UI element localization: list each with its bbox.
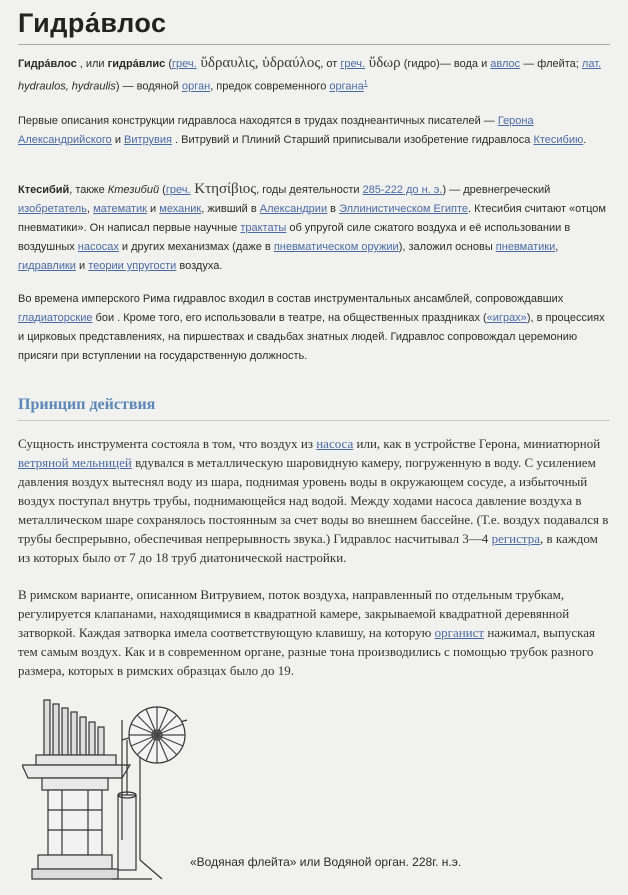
roman-variant-paragraph xyxy=(18,585,612,680)
link-treatises[interactable]: трактаты xyxy=(240,222,287,234)
text: бои . Кроме того, его использовали в театре, на общественных праздниках ( xyxy=(92,312,487,324)
title-divider xyxy=(18,44,610,45)
text: об упругой силе сжатого воздуха и её использовании в воздушных xyxy=(18,222,571,253)
link-registers[interactable]: регистра xyxy=(491,531,541,546)
text: , живший в xyxy=(201,203,260,215)
link-avlos[interactable]: авлос xyxy=(490,58,521,70)
greek-word-3: Κτησίβιος xyxy=(190,181,257,197)
link-hydraulics[interactable]: гидравлики xyxy=(18,260,76,272)
text: , годы деятельности xyxy=(256,184,363,196)
text: и xyxy=(147,203,160,215)
text: — флейта; xyxy=(520,58,582,70)
link-vitruvius[interactable]: Витрувия xyxy=(124,134,173,146)
text: В римском варианте, описанном Витрувием, поток воздуха, направленный по отдельным трубкам, регулируется клапанами, находящимися в квадратной камере, закрываемой квадратной деревянной затворкой. Каждая затворка имела соответствующую клавишу, на которую xyxy=(18,587,570,640)
intro-paragraph xyxy=(18,54,612,97)
text: Во времена имперского Рима гидравлос входил в состав инструментальных ансамблей, сопровождавших xyxy=(18,293,564,305)
heading-divider xyxy=(18,420,610,421)
link-greek-3[interactable]: греч. xyxy=(165,184,191,196)
text: . xyxy=(583,134,587,146)
term-hydraulos: Гидра́влос xyxy=(18,58,77,70)
text: ) — древнегреческий xyxy=(442,184,551,196)
text: (гидро)— вода и xyxy=(400,58,491,70)
link-heron[interactable]: Герона Александрийского xyxy=(18,115,534,146)
text: Сущность инструмента состояла в том, что воздух из xyxy=(18,436,317,451)
greek-word-2: ὕδωρ xyxy=(365,55,401,71)
link-greek-2[interactable]: греч. xyxy=(340,58,366,70)
term-ctesibius: Ктесибий xyxy=(18,184,70,196)
link-pump[interactable]: насоса xyxy=(316,436,354,451)
link-organ-modern[interactable]: органа xyxy=(329,80,364,93)
section-heading: Принцип действия xyxy=(18,396,156,413)
text: , также xyxy=(69,184,108,196)
text: воздуха. xyxy=(176,260,223,272)
link-windmill[interactable]: ветряной мельницей xyxy=(18,455,132,470)
text: . Витрувий и Плиний Старший приписывали изобретение гидравлоса xyxy=(172,134,534,146)
text: или, как в устройстве Герона, миниатюрной xyxy=(353,436,601,451)
text: в xyxy=(327,203,340,215)
text: вдувался в металлическую шаровидную камеру, погруженную в воду. С усилением давления воздух вытеснял воду из шара, поднимая уровень воды в окружающем сосуде, а избыточный воздух поступал внутрь трубы, поднимающейся над водой. Между ходами насоса давление воздуха в металлическом шаре сохранялось постоянным за счет воды во внешнем бассейне. (Т.е. воздух подавался в трубы беспрерывно, обеспечивая непрерывность звука.) Гидравлос насчитывал 3—4 xyxy=(18,455,609,546)
text: Первые описания конструкции гидравлоса находятся в трудах позднеантичных писателей — xyxy=(18,115,498,127)
link-pneumatics[interactable]: пневматики xyxy=(495,241,556,253)
illustration-caption: «Водяная флейта» или Водяной орган. 228г. н.э. xyxy=(190,855,462,869)
link-elasticity[interactable]: теории упругости xyxy=(88,260,177,272)
text: ( xyxy=(165,58,173,70)
text: , в каждом из которых было от 7 до 18 труб диатонической настройки. xyxy=(18,531,598,565)
text: , или xyxy=(76,58,108,70)
link-mechanic[interactable]: механик xyxy=(159,203,202,215)
link-greek[interactable]: греч. xyxy=(172,58,197,70)
latin-words: hydraulos, hydraulis xyxy=(18,80,116,93)
alt-name: Ктезибий xyxy=(107,184,160,196)
text: , xyxy=(86,203,94,215)
text: и xyxy=(75,260,89,272)
text: , xyxy=(555,241,559,253)
principle-paragraph xyxy=(18,434,612,567)
link-organ[interactable]: орган xyxy=(181,80,211,93)
link-alexandria[interactable]: Александрии xyxy=(259,203,328,215)
description-paragraph xyxy=(18,112,612,150)
link-egypt[interactable]: Эллинистическом Египте xyxy=(339,203,468,215)
link-pumps[interactable]: насосах xyxy=(77,241,119,253)
page-title: Гидра́влос xyxy=(18,8,167,38)
link-years[interactable]: 285-222 до н. э. xyxy=(362,184,443,196)
link-pneumatic-weapons[interactable]: пневматическом оружии xyxy=(273,241,399,253)
link-inventor[interactable]: изобретатель xyxy=(18,203,87,215)
greek-word: ὕδραυλις, ὑδραύλος xyxy=(196,55,321,71)
link-latin[interactable]: лат. xyxy=(581,58,602,70)
text: ( xyxy=(159,184,166,196)
text: ), заложил основы xyxy=(398,241,496,253)
link-gladiator[interactable]: гладиаторские xyxy=(18,312,93,324)
text: нажимал, выпуская тем самым воздух. Как и в современном органе, разные тона производились с помощью трубок разного размера, которых в римских образцах было до 19. xyxy=(18,625,595,678)
text: , от xyxy=(320,58,341,70)
text: ) — водяной xyxy=(115,80,182,93)
ctesibius-paragraph xyxy=(18,180,612,276)
text: , предок современного xyxy=(210,80,330,93)
footnote-1[interactable]: 1 xyxy=(363,80,368,87)
link-games[interactable]: «играх» xyxy=(486,312,527,324)
rome-paragraph xyxy=(18,290,612,366)
link-ctesibius[interactable]: Ктесибию xyxy=(533,134,584,146)
text: ), в процессиях и цирковых представлениях, на пиршествах и свадьбах знатных людей. Гидравлос сопровождал церемонию присяги при вступлении на государственную должность. xyxy=(18,312,605,362)
link-mathematician[interactable]: математик xyxy=(93,203,147,215)
term-hydraulis: гидра́влис xyxy=(107,58,166,70)
text: и других механизмах (даже в xyxy=(118,241,274,253)
text: . Ктесибия считают «отцом пневматики». Он написал первые научные xyxy=(18,203,606,234)
link-organist[interactable]: органист xyxy=(434,625,485,640)
text: и xyxy=(111,134,125,146)
